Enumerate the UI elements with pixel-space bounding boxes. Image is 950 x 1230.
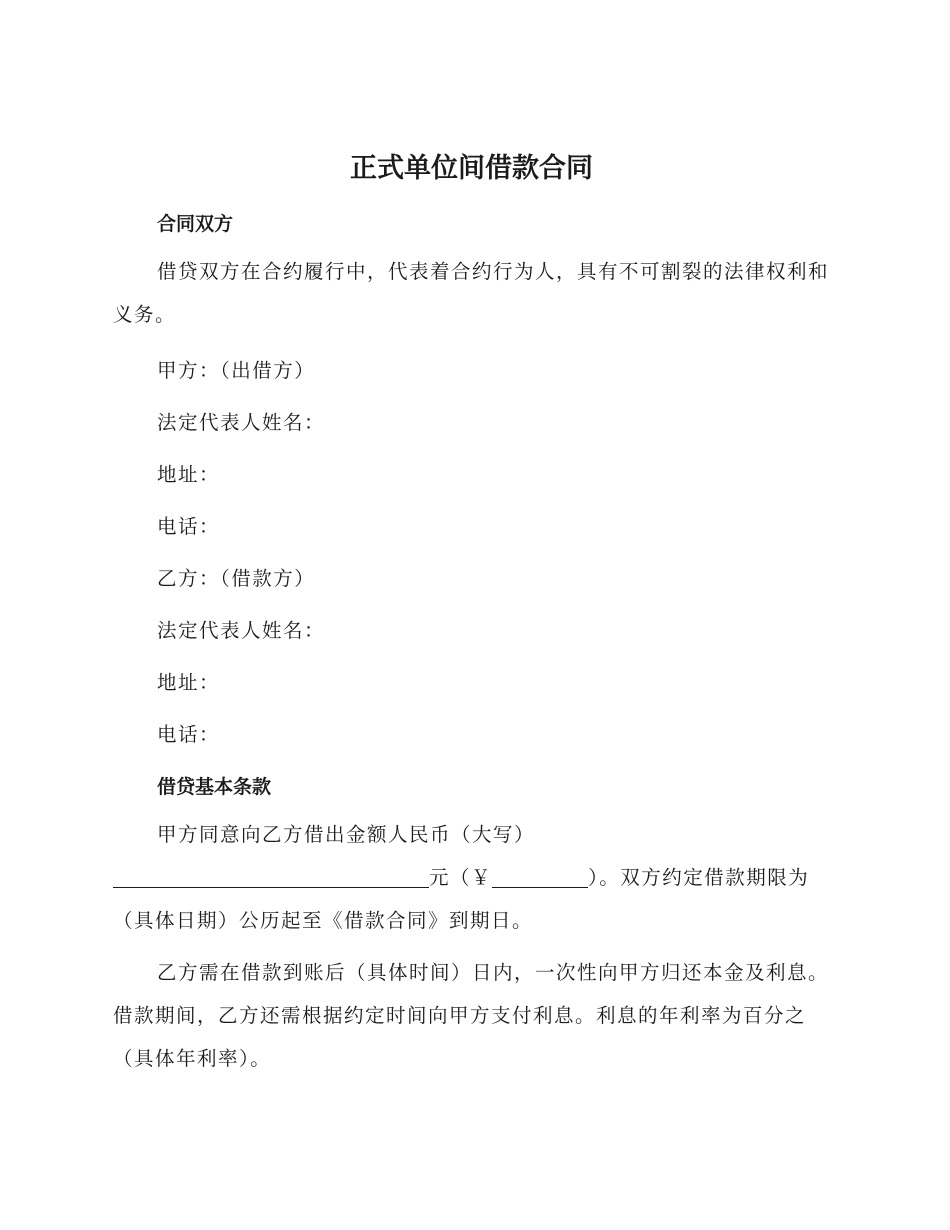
section-heading-loan-terms: 借贷基本条款 [157, 776, 272, 798]
party-b-phone: 电话： [157, 723, 221, 746]
party-a-address: 地址： [157, 463, 221, 486]
party-a-representative: 法定代表人姓名： [157, 411, 326, 434]
section-heading-parties: 合同双方 [157, 213, 234, 235]
amount-words-blank [113, 865, 429, 888]
document-page [113, 148, 830, 1089]
party-b-representative: 法定代表人姓名： [157, 619, 326, 642]
loan-amount-clause [113, 813, 830, 942]
party-b-address: 地址： [157, 671, 221, 694]
document-title: 正式单位间借款合同 [350, 153, 593, 184]
loan-amount-text-1: 甲方同意向乙方借出金额人民币（大写） [157, 823, 536, 846]
loan-amount-text-2: 元（￥ [429, 866, 493, 889]
loan-amount-text-3: ）。双方约定借款期限为（具体日期）公历起至《借款合同》到期日。 [113, 866, 810, 932]
amount-figure-blank [492, 865, 588, 888]
party-a-label: 甲方：（出借方） [157, 359, 316, 382]
party-b-label: 乙方：（借款方） [157, 567, 316, 590]
party-a-phone: 电话： [157, 515, 221, 538]
repayment-clause: 乙方需在借款到账后（具体时间）日内，一次性向甲方归还本金及利息。借款期间，乙方还需根据约定时间向甲方支付利息。利息的年利率为百分之（具体年利率）。 [113, 961, 830, 1070]
parties-intro-paragraph: 借贷双方在合约履行中，代表着合约行为人，具有不可割裂的法律权利和义务。 [113, 260, 830, 326]
